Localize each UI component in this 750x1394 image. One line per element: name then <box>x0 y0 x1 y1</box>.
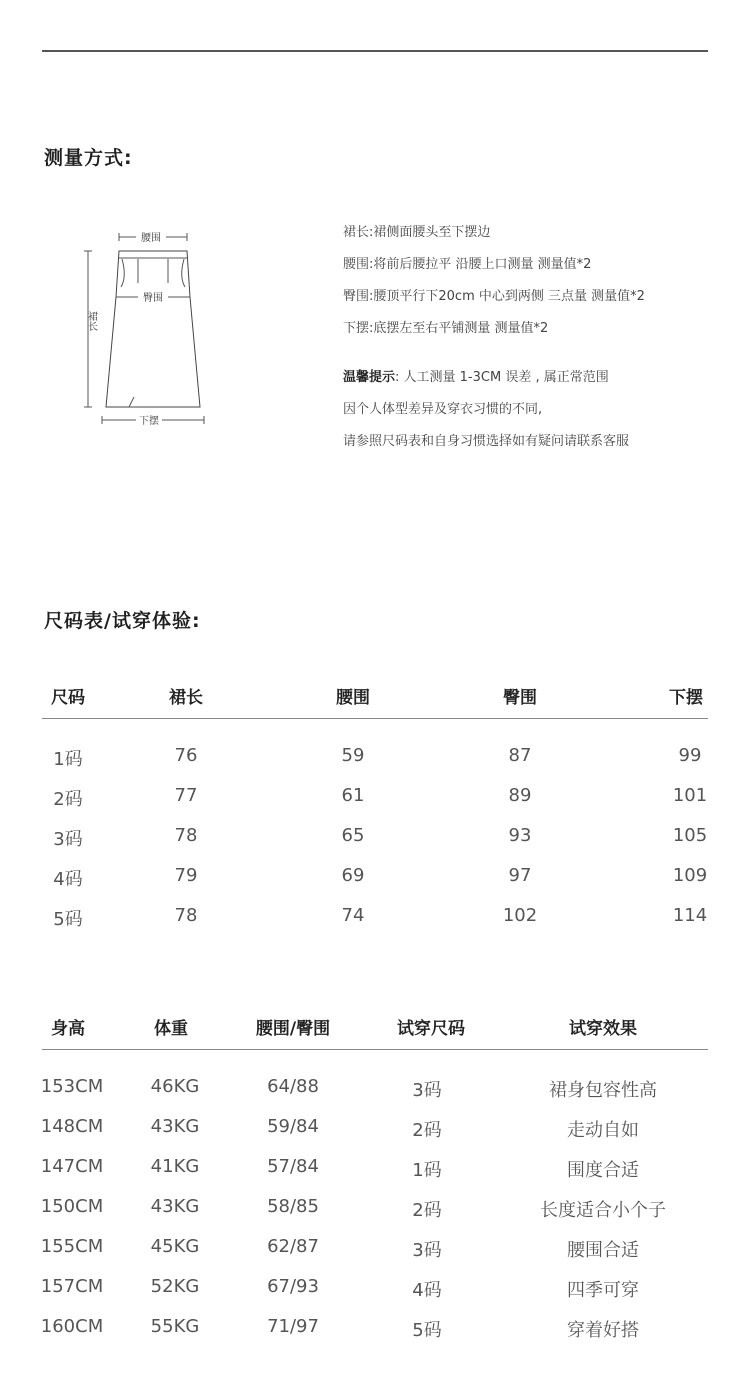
measure-item-length: 裙长:裙侧面腰头至下摆边 <box>343 225 491 240</box>
tip-line-1: 温馨提示: 人工测量 1-3CM 误差 , 属正常范围 <box>343 370 609 385</box>
fit-cell: 走动自如 <box>567 1120 639 1141</box>
size-cell: 69 <box>341 865 365 886</box>
fit-cell: 裙身包容性高 <box>549 1080 657 1101</box>
fit-header: 腰围/臀围 <box>255 1019 331 1039</box>
size-cell: 3码 <box>53 829 83 850</box>
fit-cell: 45KG <box>150 1236 200 1257</box>
fit-cell: 148CM <box>40 1116 104 1137</box>
size-header: 臀围 <box>503 688 537 708</box>
fit-cell: 长度适合小个子 <box>540 1200 666 1221</box>
fit-cell: 2码 <box>412 1200 442 1221</box>
size-header: 下摆 <box>669 688 703 708</box>
fit-table-divider <box>42 1049 708 1050</box>
fit-cell: 2码 <box>412 1120 442 1141</box>
size-cell: 78 <box>174 905 198 926</box>
fit-cell: 59/84 <box>267 1116 319 1137</box>
size-table-divider <box>42 718 708 719</box>
size-cell: 1码 <box>53 749 83 770</box>
fit-cell: 157CM <box>40 1276 104 1297</box>
size-cell: 78 <box>174 825 198 846</box>
fit-header: 试穿效果 <box>569 1019 637 1039</box>
measure-title: 测量方式: <box>44 147 133 169</box>
fit-header: 身高 <box>51 1019 85 1039</box>
fit-cell: 46KG <box>150 1076 200 1097</box>
fit-cell: 穿着好搭 <box>567 1320 639 1341</box>
size-cell: 5码 <box>53 909 83 930</box>
fit-cell: 147CM <box>40 1156 104 1177</box>
tip-label: 温馨提示 <box>343 370 396 385</box>
size-cell: 99 <box>678 745 702 766</box>
size-cell: 77 <box>174 785 198 806</box>
fit-cell: 57/84 <box>267 1156 319 1177</box>
fit-cell: 71/97 <box>267 1316 319 1337</box>
size-cell: 101 <box>672 785 708 806</box>
fit-cell: 43KG <box>150 1196 200 1217</box>
size-cell: 74 <box>341 905 365 926</box>
tip-line-3: 请参照尺码表和自身习惯选择如有疑问请联系客服 <box>343 434 630 449</box>
tip-line-2: 因个人体型差异及穿衣习惯的不同, <box>343 402 543 417</box>
size-cell: 97 <box>508 865 532 886</box>
fit-cell: 41KG <box>150 1156 200 1177</box>
size-cell: 61 <box>341 785 365 806</box>
size-section-title: 尺码表/试穿体验: <box>44 610 201 632</box>
size-cell: 2码 <box>53 789 83 810</box>
top-divider <box>42 50 708 52</box>
size-cell: 76 <box>174 745 198 766</box>
size-cell: 93 <box>508 825 532 846</box>
fit-cell: 四季可穿 <box>567 1280 639 1301</box>
size-cell: 102 <box>502 905 538 926</box>
fit-header: 试穿尺码 <box>397 1019 465 1039</box>
fit-cell: 4码 <box>412 1280 442 1301</box>
fit-cell: 52KG <box>150 1276 200 1297</box>
size-cell: 59 <box>341 745 365 766</box>
fit-header: 体重 <box>154 1019 188 1039</box>
diagram-waist-label: 腰围 <box>141 233 161 244</box>
size-cell: 87 <box>508 745 532 766</box>
measure-item-hem: 下摆:底摆左至右平铺测量 测量值*2 <box>343 321 549 336</box>
size-cell: 4码 <box>53 869 83 890</box>
measure-item-hip: 臀围:腰顶平行下20cm 中心到两侧 三点量 测量值*2 <box>343 289 645 304</box>
fit-cell: 围度合适 <box>567 1160 639 1181</box>
fit-cell: 58/85 <box>267 1196 319 1217</box>
size-cell: 109 <box>672 865 708 886</box>
size-header: 尺码 <box>51 688 85 708</box>
fit-cell: 150CM <box>40 1196 104 1217</box>
size-cell: 79 <box>174 865 198 886</box>
size-cell: 114 <box>672 905 708 926</box>
diagram-hip-label: 臀围 <box>143 293 163 304</box>
size-cell: 105 <box>672 825 708 846</box>
fit-cell: 62/87 <box>267 1236 319 1257</box>
fit-cell: 160CM <box>40 1316 104 1337</box>
fit-cell: 3码 <box>412 1240 442 1261</box>
fit-cell: 55KG <box>150 1316 200 1337</box>
measure-item-waist: 腰围:将前后腰拉平 沿腰上口测量 测量值*2 <box>343 257 592 272</box>
fit-cell: 153CM <box>40 1076 104 1097</box>
skirt-diagram <box>72 225 222 435</box>
fit-cell: 腰围合适 <box>567 1240 639 1261</box>
fit-cell: 3码 <box>412 1080 442 1101</box>
size-cell: 89 <box>508 785 532 806</box>
size-cell: 65 <box>341 825 365 846</box>
fit-cell: 155CM <box>40 1236 104 1257</box>
fit-cell: 67/93 <box>267 1276 319 1297</box>
size-header: 腰围 <box>336 688 370 708</box>
fit-cell: 64/88 <box>267 1076 319 1097</box>
fit-cell: 5码 <box>412 1320 442 1341</box>
fit-cell: 43KG <box>150 1116 200 1137</box>
diagram-length-label: 裙长 <box>85 311 97 331</box>
diagram-hem-label: 下摆 <box>139 416 159 427</box>
fit-cell: 1码 <box>412 1160 442 1181</box>
size-header: 裙长 <box>169 688 203 708</box>
